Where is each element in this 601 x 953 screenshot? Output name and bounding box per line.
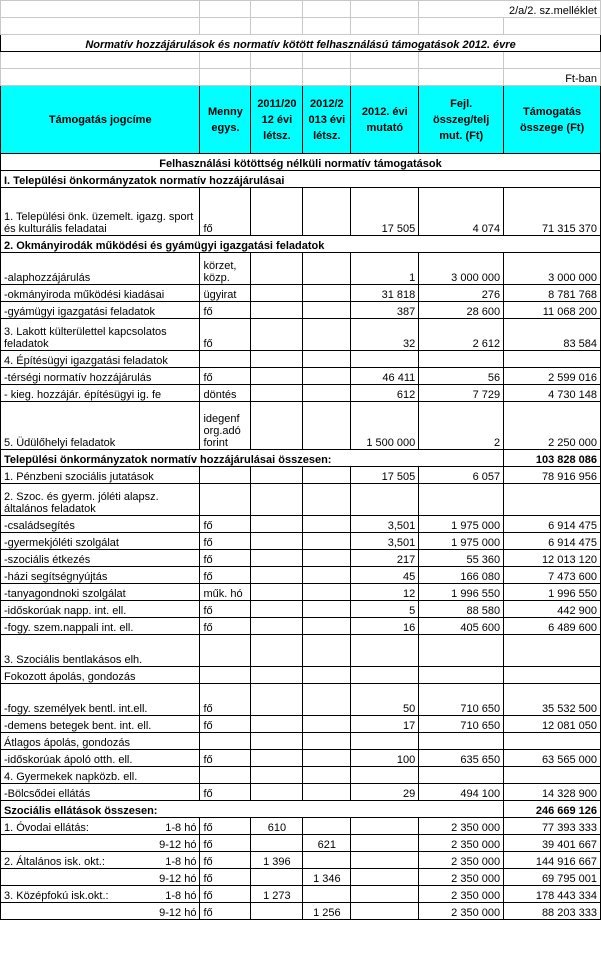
- headcount-2012-cell: [303, 319, 351, 351]
- indicator-cell: [351, 351, 419, 368]
- indicator-cell: 100: [351, 750, 419, 767]
- table-row: [1, 886, 601, 903]
- indicator-cell: 17 505: [351, 188, 419, 236]
- table-row: [1, 567, 601, 584]
- table-row: [1, 584, 601, 601]
- indicator-cell: 17: [351, 716, 419, 733]
- table-row: [1, 253, 601, 285]
- table-row: [1, 733, 601, 750]
- headcount-2011-cell: [251, 684, 303, 716]
- amount-cell: 11 068 200: [504, 302, 601, 319]
- headcount-2011-cell: [251, 733, 303, 750]
- section-title: 2. Okmányirodák működési és gyámügyi igazgatási feladatok: [1, 236, 601, 253]
- jogcim-cell: 1. Pénzbeni szociális jutatások: [1, 467, 200, 484]
- attachment-label: 2/a/2. sz.melléklet: [419, 1, 601, 18]
- jogcim-cell: 4. Gyermekek napközb. ell.: [1, 767, 200, 784]
- jogcim-cell: 1. Települési önk. üzemelt. igazg. sport és kulturális feladatai: [1, 188, 200, 236]
- headcount-2011-cell: [251, 835, 303, 852]
- indicator-cell: 1 500 000: [351, 402, 419, 450]
- table-row: [1, 319, 601, 351]
- table-row: [1, 667, 601, 684]
- amount-cell: 7 473 600: [504, 567, 601, 584]
- page-title: Normatív hozzájárulások és normatív kötött felhasználású támogatások 2012. évre: [1, 35, 601, 52]
- headcount-2011-cell: [251, 750, 303, 767]
- section-title: I. Települési önkormányzatok normatív hozzájárulásai: [1, 171, 601, 188]
- blank-row: [1, 18, 601, 35]
- jogcim-cell: [1, 852, 200, 869]
- jogcim-cell: -okmányiroda működési kiadásai: [1, 285, 200, 302]
- indicator-cell: [351, 852, 419, 869]
- amount-cell: 144 916 667: [504, 852, 601, 869]
- headcount-2012-cell: [303, 716, 351, 733]
- rate-cell: [419, 484, 504, 516]
- amount-cell: [504, 733, 601, 750]
- unit-cell: fő: [200, 716, 251, 733]
- indicator-cell: [351, 903, 419, 920]
- rate-cell: 405 600: [419, 618, 504, 635]
- jogcim-label: 2. Általános isk. okt.:: [4, 856, 105, 868]
- table-row: [1, 869, 601, 886]
- headcount-2011-cell: [251, 618, 303, 635]
- amount-cell: 8 781 768: [504, 285, 601, 302]
- headcount-2011-cell: [251, 402, 303, 450]
- headcount-2011-cell: [251, 188, 303, 236]
- total-amount: 103 828 086: [504, 450, 601, 467]
- headcount-2011-cell: [251, 533, 303, 550]
- indicator-cell: 3,501: [351, 533, 419, 550]
- rate-cell: 166 080: [419, 567, 504, 584]
- table-row: [1, 516, 601, 533]
- jogcim-cell: -fogy. személyek bentl. int.ell.: [1, 684, 200, 716]
- period-label: 9-12 hó: [159, 907, 197, 919]
- rate-cell: 276: [419, 285, 504, 302]
- headcount-2012-cell: [303, 852, 351, 869]
- jogcim-cell: 5. Üdülőhelyi feladatok: [1, 402, 200, 450]
- headcount-2012-cell: [303, 402, 351, 450]
- jogcim-cell: -demens betegek bent. int. ell.: [1, 716, 200, 733]
- headcount-2012-cell: 1 346: [303, 869, 351, 886]
- indicator-cell: 5: [351, 601, 419, 618]
- table-row: [1, 385, 601, 402]
- unit-cell: [200, 484, 251, 516]
- unit-cell: fő: [200, 852, 251, 869]
- amount-cell: [504, 667, 601, 684]
- jogcim-cell: 3. Szociális bentlakásos elh.: [1, 635, 200, 667]
- amount-cell: 35 532 500: [504, 684, 601, 716]
- jogcim-label: 3. Középfokú isk.okt.:: [4, 890, 109, 902]
- table-row: [1, 750, 601, 767]
- jogcim-cell: -gyermekjóléti szolgálat: [1, 533, 200, 550]
- headcount-2011-cell: 610: [251, 818, 303, 835]
- rate-cell: 2 612: [419, 319, 504, 351]
- unit-cell: fő: [200, 684, 251, 716]
- table-row: [1, 784, 601, 801]
- total-label: Települési önkormányzatok normatív hozzájárulásai összesen:: [1, 450, 504, 467]
- unit-cell: fő: [200, 516, 251, 533]
- jogcim-cell: Fokozott ápolás, gondozás: [1, 667, 200, 684]
- amount-cell: 6 914 475: [504, 533, 601, 550]
- headcount-2012-cell: [303, 385, 351, 402]
- rate-cell: 4 074: [419, 188, 504, 236]
- headcount-2012-cell: [303, 533, 351, 550]
- total-row: [1, 801, 601, 818]
- table-row: [1, 835, 601, 852]
- indicator-cell: 46 411: [351, 368, 419, 385]
- table-row: [1, 767, 601, 784]
- rate-cell: 28 600: [419, 302, 504, 319]
- rate-cell: [419, 667, 504, 684]
- amount-cell: 12 081 050: [504, 716, 601, 733]
- period-label: 9-12 hó: [159, 839, 197, 851]
- unit-cell: körzet, közp.: [200, 253, 251, 285]
- rate-cell: [419, 733, 504, 750]
- jogcim-cell: -házi segítségnyújtás: [1, 567, 200, 584]
- headcount-2011-cell: [251, 567, 303, 584]
- jogcim-cell: [1, 835, 200, 852]
- indicator-cell: 387: [351, 302, 419, 319]
- rate-cell: 1 975 000: [419, 516, 504, 533]
- unit-cell: [200, 767, 251, 784]
- indicator-cell: 217: [351, 550, 419, 567]
- unit-cell: fő: [200, 835, 251, 852]
- amount-cell: 178 443 334: [504, 886, 601, 903]
- indicator-cell: [351, 869, 419, 886]
- unit-cell: fő: [200, 750, 251, 767]
- unit-cell: fő: [200, 319, 251, 351]
- unit-cell: műk. hó: [200, 584, 251, 601]
- table-row: [1, 852, 601, 869]
- indicator-cell: 3,501: [351, 516, 419, 533]
- headcount-2011-cell: 1 273: [251, 886, 303, 903]
- rate-cell: 6 057: [419, 467, 504, 484]
- jogcim-cell: -fogy. szem.nappali int. ell.: [1, 618, 200, 635]
- jogcim-cell: -időskorúak ápoló otth. ell.: [1, 750, 200, 767]
- indicator-cell: 29: [351, 784, 419, 801]
- rate-cell: 7 729: [419, 385, 504, 402]
- jogcim-cell: 3. Lakott külterülettel kapcsolatos feladatok: [1, 319, 200, 351]
- subheading: Felhasználási kötöttség nélküli normatív támogatások: [1, 154, 601, 171]
- unit-cell: [200, 667, 251, 684]
- table-row: [1, 601, 601, 618]
- headcount-2011-cell: [251, 635, 303, 667]
- headcount-2011-cell: 1 396: [251, 852, 303, 869]
- period-label: 1-8 hó: [165, 822, 197, 834]
- period-label: 1-8 hó: [165, 856, 197, 868]
- indicator-cell: [351, 635, 419, 667]
- rate-cell: 2 350 000: [419, 852, 504, 869]
- unit-cell: idegenf org.adó forint: [200, 402, 251, 450]
- unit-cell: fő: [200, 550, 251, 567]
- amount-cell: 39 401 667: [504, 835, 601, 852]
- unit-cell: fő: [200, 618, 251, 635]
- amount-cell: 4 730 148: [504, 385, 601, 402]
- jogcim-cell: -időskorúak napp. int. ell.: [1, 601, 200, 618]
- amount-cell: [504, 351, 601, 368]
- indicator-cell: 32: [351, 319, 419, 351]
- amount-cell: [504, 767, 601, 784]
- unit-cell: fő: [200, 567, 251, 584]
- indicator-cell: [351, 767, 419, 784]
- unit-row: [1, 69, 601, 86]
- header-row: [1, 86, 601, 154]
- rate-cell: [419, 767, 504, 784]
- header-menny: Menny egys.: [200, 86, 251, 154]
- indicator-cell: 16: [351, 618, 419, 635]
- headcount-2012-cell: [303, 285, 351, 302]
- indicator-cell: [351, 667, 419, 684]
- rate-cell: 1 996 550: [419, 584, 504, 601]
- rate-cell: 635 650: [419, 750, 504, 767]
- indicator-cell: 31 818: [351, 285, 419, 302]
- rate-cell: 2 350 000: [419, 903, 504, 920]
- blank-row: [1, 52, 601, 69]
- unit-cell: fő: [200, 784, 251, 801]
- indicator-cell: [351, 886, 419, 903]
- headcount-2011-cell: [251, 716, 303, 733]
- header-letsz-2011: 2011/20 12 évi létsz.: [251, 86, 303, 154]
- table-row: [1, 484, 601, 516]
- headcount-2011-cell: [251, 302, 303, 319]
- table-row: [1, 302, 601, 319]
- amount-cell: [504, 635, 601, 667]
- headcount-2012-cell: [303, 818, 351, 835]
- indicator-cell: 17 505: [351, 467, 419, 484]
- unit-cell: fő: [200, 533, 251, 550]
- headcount-2012-cell: [303, 567, 351, 584]
- unit-cell: fő: [200, 903, 251, 920]
- unit-cell: döntés: [200, 385, 251, 402]
- table-row: [1, 818, 601, 835]
- header-jogcim: Támogatás jogcíme: [1, 86, 200, 154]
- jogcim-cell: -tanyagondnoki szolgálat: [1, 584, 200, 601]
- headcount-2012-cell: [303, 584, 351, 601]
- rate-cell: [419, 351, 504, 368]
- headcount-2012-cell: 1 256: [303, 903, 351, 920]
- headcount-2012-cell: [303, 467, 351, 484]
- table-row: [1, 716, 601, 733]
- headcount-2011-cell: [251, 667, 303, 684]
- top-label-row: [1, 1, 601, 18]
- rate-cell: 56: [419, 368, 504, 385]
- subheading-row: [1, 154, 601, 171]
- unit-cell: fő: [200, 368, 251, 385]
- indicator-cell: 50: [351, 684, 419, 716]
- headcount-2011-cell: [251, 550, 303, 567]
- jogcim-cell: [1, 818, 200, 835]
- table-row: [1, 903, 601, 920]
- indicator-cell: [351, 733, 419, 750]
- headcount-2011-cell: [251, 285, 303, 302]
- headcount-2012-cell: [303, 302, 351, 319]
- total-amount: 246 669 126: [504, 801, 601, 818]
- headcount-2012-cell: [303, 188, 351, 236]
- headcount-2012-cell: [303, 886, 351, 903]
- rate-cell: 55 360: [419, 550, 504, 567]
- headcount-2011-cell: [251, 767, 303, 784]
- indicator-cell: 1: [351, 253, 419, 285]
- unit-cell: fő: [200, 188, 251, 236]
- headcount-2012-cell: [303, 368, 351, 385]
- headcount-2011-cell: [251, 516, 303, 533]
- table-row: [1, 467, 601, 484]
- jogcim-cell: -térségi normatív hozzájárulás: [1, 368, 200, 385]
- total-row: [1, 450, 601, 467]
- unit-cell: fő: [200, 818, 251, 835]
- amount-cell: 78 916 956: [504, 467, 601, 484]
- headcount-2011-cell: [251, 253, 303, 285]
- jogcim-cell: [1, 869, 200, 886]
- amount-cell: 88 203 333: [504, 903, 601, 920]
- table-row: [1, 188, 601, 236]
- headcount-2012-cell: 621: [303, 835, 351, 852]
- amount-cell: 2 599 016: [504, 368, 601, 385]
- rate-cell: 2 350 000: [419, 869, 504, 886]
- headcount-2012-cell: [303, 516, 351, 533]
- jogcim-cell: 4. Építésügyi igazgatási feladatok: [1, 351, 200, 368]
- period-label: 1-8 hó: [165, 890, 197, 902]
- section-row: [1, 171, 601, 188]
- amount-cell: [504, 484, 601, 516]
- headcount-2011-cell: [251, 869, 303, 886]
- table-row: [1, 368, 601, 385]
- section-row: [1, 236, 601, 253]
- unit-cell: [200, 733, 251, 750]
- headcount-2011-cell: [251, 784, 303, 801]
- unit-cell: [200, 635, 251, 667]
- header-tamogatas: Támogatás összege (Ft): [504, 86, 601, 154]
- unit-cell: fő: [200, 886, 251, 903]
- table-row: [1, 618, 601, 635]
- indicator-cell: 612: [351, 385, 419, 402]
- amount-cell: 442 900: [504, 601, 601, 618]
- jogcim-cell: Átlagos ápolás, gondozás: [1, 733, 200, 750]
- indicator-cell: [351, 835, 419, 852]
- unit-cell: fő: [200, 869, 251, 886]
- indicator-cell: [351, 484, 419, 516]
- jogcim-cell: - kieg. hozzájár. építésügyi ig. fe: [1, 385, 200, 402]
- amount-cell: 1 996 550: [504, 584, 601, 601]
- headcount-2012-cell: [303, 253, 351, 285]
- header-fejl-osszeg: Fejl. összeg/telj mut. (Ft): [419, 86, 504, 154]
- amount-cell: 14 328 900: [504, 784, 601, 801]
- rate-cell: 2: [419, 402, 504, 450]
- rate-cell: 2 350 000: [419, 886, 504, 903]
- headcount-2011-cell: [251, 351, 303, 368]
- indicator-cell: [351, 818, 419, 835]
- jogcim-cell: -gyámügyi igazgatási feladatok: [1, 302, 200, 319]
- title-row: [1, 35, 601, 52]
- amount-cell: 6 489 600: [504, 618, 601, 635]
- amount-cell: 2 250 000: [504, 402, 601, 450]
- headcount-2012-cell: [303, 750, 351, 767]
- headcount-2012-cell: [303, 784, 351, 801]
- headcount-2012-cell: [303, 667, 351, 684]
- indicator-cell: 12: [351, 584, 419, 601]
- rate-cell: 710 650: [419, 684, 504, 716]
- headcount-2011-cell: [251, 467, 303, 484]
- rate-cell: 3 000 000: [419, 253, 504, 285]
- period-label: 9-12 hó: [159, 873, 197, 885]
- headcount-2012-cell: [303, 601, 351, 618]
- headcount-2011-cell: [251, 484, 303, 516]
- header-letsz-2012: 2012/2 013 évi létsz.: [303, 86, 351, 154]
- jogcim-label: 1. Óvodai ellátás:: [4, 822, 89, 834]
- headcount-2012-cell: [303, 484, 351, 516]
- jogcim-cell: -családsegítés: [1, 516, 200, 533]
- headcount-2011-cell: [251, 584, 303, 601]
- total-label: Szociális ellátások összesen:: [1, 801, 504, 818]
- jogcim-cell: -Bölcsődei ellátás: [1, 784, 200, 801]
- table-row: [1, 550, 601, 567]
- amount-cell: 63 565 000: [504, 750, 601, 767]
- headcount-2012-cell: [303, 684, 351, 716]
- headcount-2011-cell: [251, 368, 303, 385]
- rate-cell: 1 975 000: [419, 533, 504, 550]
- jogcim-cell: -szociális étkezés: [1, 550, 200, 567]
- headcount-2012-cell: [303, 767, 351, 784]
- headcount-2011-cell: [251, 319, 303, 351]
- unit-cell: fő: [200, 601, 251, 618]
- rate-cell: 2 350 000: [419, 835, 504, 852]
- header-mutato: 2012. évi mutató: [351, 86, 419, 154]
- amount-cell: 77 393 333: [504, 818, 601, 835]
- amount-cell: 6 914 475: [504, 516, 601, 533]
- rate-cell: 494 100: [419, 784, 504, 801]
- rate-cell: 2 350 000: [419, 818, 504, 835]
- headcount-2012-cell: [303, 635, 351, 667]
- amount-cell: 69 795 001: [504, 869, 601, 886]
- headcount-2012-cell: [303, 550, 351, 567]
- headcount-2012-cell: [303, 733, 351, 750]
- rate-cell: 710 650: [419, 716, 504, 733]
- indicator-cell: 45: [351, 567, 419, 584]
- table-row: [1, 285, 601, 302]
- amount-cell: 12 013 120: [504, 550, 601, 567]
- headcount-2011-cell: [251, 601, 303, 618]
- table-row: [1, 533, 601, 550]
- table-row: [1, 635, 601, 667]
- unit-cell: ügyirat: [200, 285, 251, 302]
- headcount-2011-cell: [251, 903, 303, 920]
- amount-cell: 3 000 000: [504, 253, 601, 285]
- headcount-2012-cell: [303, 618, 351, 635]
- amount-cell: 83 584: [504, 319, 601, 351]
- jogcim-cell: -alaphozzájárulás: [1, 253, 200, 285]
- jogcim-cell: [1, 903, 200, 920]
- table-row: [1, 402, 601, 450]
- jogcim-cell: [1, 886, 200, 903]
- rate-cell: 88 580: [419, 601, 504, 618]
- jogcim-cell: 2. Szoc. és gyerm. jóléti alapsz. általános feladatok: [1, 484, 200, 516]
- unit-label: Ft-ban: [504, 69, 601, 86]
- headcount-2011-cell: [251, 385, 303, 402]
- table-row: [1, 351, 601, 368]
- amount-cell: 71 315 370: [504, 188, 601, 236]
- unit-cell: fő: [200, 302, 251, 319]
- headcount-2012-cell: [303, 351, 351, 368]
- unit-cell: [200, 467, 251, 484]
- unit-cell: [200, 351, 251, 368]
- table-row: [1, 684, 601, 716]
- rate-cell: [419, 635, 504, 667]
